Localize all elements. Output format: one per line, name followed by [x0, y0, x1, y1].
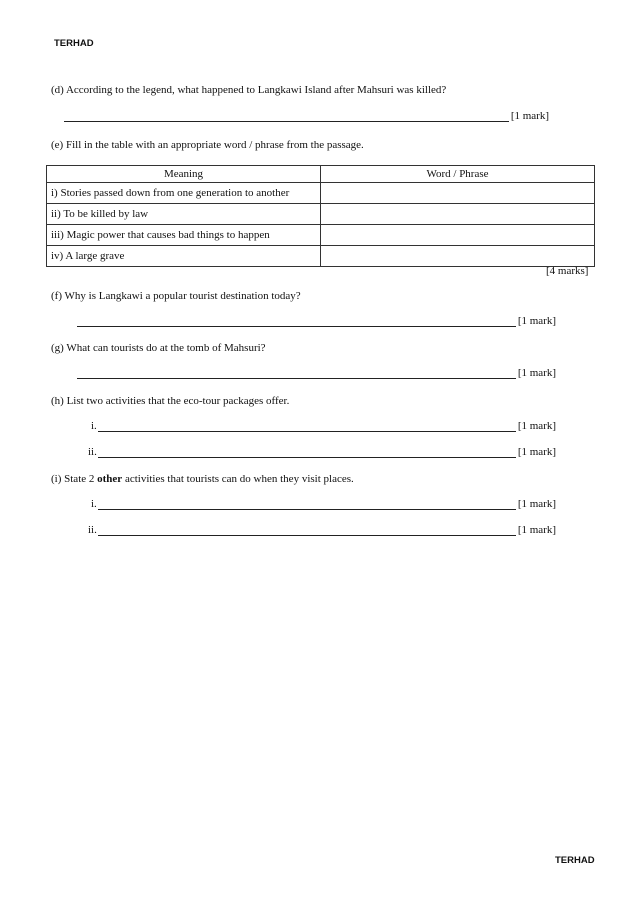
table-row [47, 246, 595, 267]
answer-line-d[interactable] [64, 110, 549, 122]
table-cell-meaning: i) Stories passed down from one generation to another [47, 183, 321, 204]
header-classification: TERHAD [54, 38, 94, 49]
question-i-text-before: (i) State 2 [51, 473, 98, 485]
mark-label: [1 mark] [517, 315, 556, 327]
mark-label: [1 mark] [517, 420, 556, 432]
mark-label: [1 mark] [517, 524, 556, 536]
question-f: (f) Why is Langkawi a popular tourist destination today? [51, 290, 301, 302]
footer-classification: TERHAD [555, 855, 595, 866]
mark-label: [1 mark] [517, 367, 556, 379]
answer-line-h-i[interactable] [91, 420, 556, 432]
table-header-word-phrase: Word / Phrase [321, 166, 595, 183]
table-cell-meaning: iii) Magic power that causes bad things to happen [47, 225, 321, 246]
item-number: ii. [88, 524, 97, 536]
table-row [47, 204, 595, 225]
question-i-emphasis: other [97, 473, 123, 485]
mark-label: [1 mark] [517, 498, 556, 510]
answer-blank[interactable] [77, 369, 516, 379]
table-cell-meaning: ii) To be killed by law [47, 204, 321, 225]
item-number: i. [91, 420, 97, 432]
answer-blank[interactable] [64, 112, 509, 122]
answer-blank[interactable] [98, 500, 516, 510]
table-marks-label: [4 marks] [546, 265, 589, 277]
answer-blank[interactable] [98, 448, 516, 458]
table-header-row [47, 166, 595, 183]
table-cell-answer[interactable] [321, 183, 595, 204]
mark-label: [1 mark] [517, 446, 556, 458]
answer-line-g[interactable] [77, 367, 556, 379]
answer-line-i-i[interactable] [91, 498, 556, 510]
item-number: i. [91, 498, 97, 510]
item-number: ii. [88, 446, 97, 458]
mark-label: [1 mark] [510, 110, 549, 122]
answer-blank[interactable] [98, 526, 516, 536]
table-header-meaning: Meaning [47, 166, 321, 183]
question-e: (e) Fill in the table with an appropriate word / phrase from the passage. [51, 139, 364, 151]
question-i [51, 473, 354, 485]
answer-blank[interactable] [77, 317, 516, 327]
question-i-text-after: activities that tourists can do when they visit places. [122, 473, 354, 485]
answer-line-h-ii[interactable] [88, 446, 556, 458]
table-cell-answer[interactable] [321, 225, 595, 246]
table-cell-answer[interactable] [321, 246, 595, 267]
answer-line-f[interactable] [77, 315, 556, 327]
table-row [47, 225, 595, 246]
table-cell-meaning: iv) A large grave [47, 246, 321, 267]
table-row [47, 183, 595, 204]
answer-line-i-ii[interactable] [88, 524, 556, 536]
vocabulary-table [46, 165, 595, 267]
question-h: (h) List two activities that the eco-tour packages offer. [51, 395, 290, 407]
question-d: (d) According to the legend, what happened to Langkawi Island after Mahsuri was killed? [51, 84, 447, 96]
question-g: (g) What can tourists do at the tomb of Mahsuri? [51, 342, 266, 354]
table-cell-answer[interactable] [321, 204, 595, 225]
answer-blank[interactable] [98, 422, 516, 432]
